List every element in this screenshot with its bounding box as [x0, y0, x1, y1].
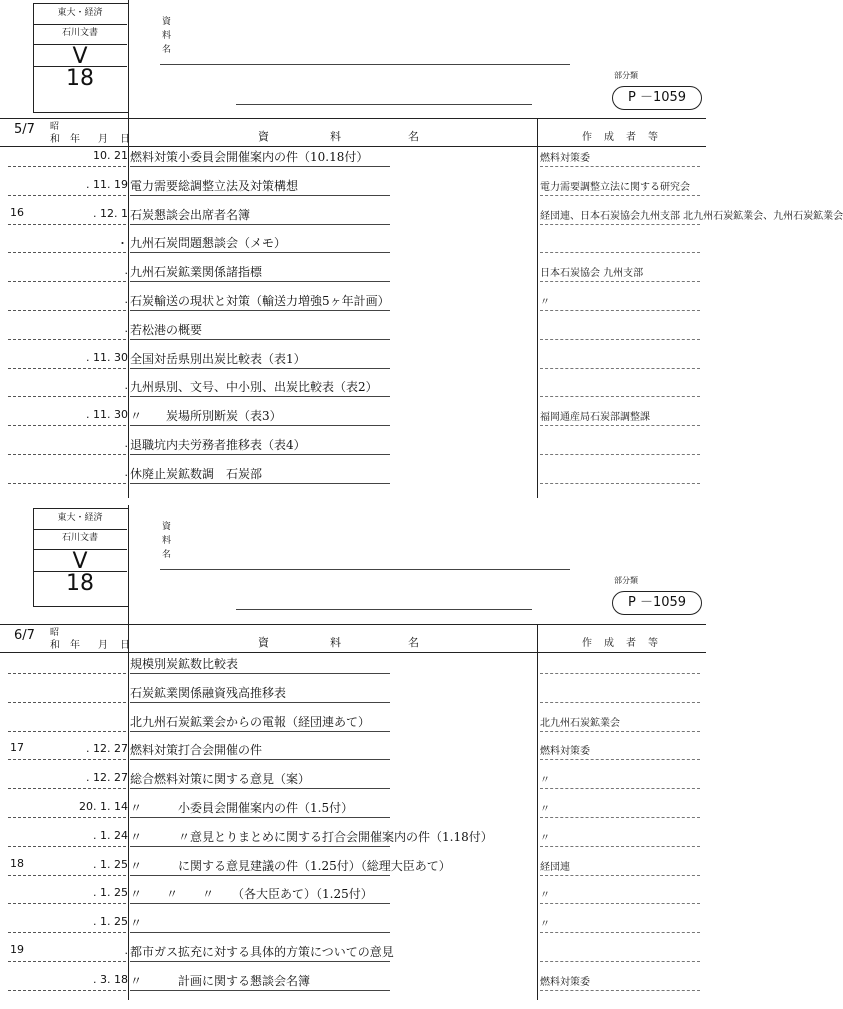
column-line [537, 624, 538, 1000]
row-date-line [8, 731, 126, 732]
row-date: . 11. 30 [86, 408, 128, 422]
row-title: 〃 に関する意見建議の件（1.25付）（総理大臣あて） [130, 858, 451, 873]
row-title: 〃 炭場所別断炭（表3） [130, 409, 282, 424]
row-title: 燃料対策小委員会開催案内の件（10.18付） [130, 150, 369, 164]
month-label: 月 [98, 640, 108, 651]
row-side-number: 16 [10, 205, 24, 219]
category-label: 部分類 [614, 576, 638, 585]
row-date: . 1. 24 [93, 828, 128, 842]
stamp-divider [33, 66, 127, 67]
stamp-number: 18 [66, 571, 94, 596]
row-title-underline [130, 368, 390, 369]
row-title: 〃 計画に関する懇談会名簿 [130, 973, 311, 988]
row-author: 電力需要調整立法に関する研究会 [540, 181, 690, 193]
stamp-line2: 石川文書 [61, 28, 98, 38]
row-author-line [540, 454, 700, 455]
era-label: 昭 [50, 122, 60, 132]
row-date: . 3. 18 [93, 972, 128, 986]
row-title-underline [130, 339, 390, 340]
material-label-char: 名 [162, 550, 172, 560]
row-date-line [8, 702, 126, 703]
row-author: 〃 [540, 297, 550, 308]
row-date: . [124, 944, 128, 957]
stamp-volume: V [72, 44, 88, 69]
stamp-volume: V [72, 549, 88, 574]
row-author: 燃料対策委 [540, 153, 590, 164]
row-date: . 11. 30 [86, 350, 128, 364]
category-label: 部分類 [614, 71, 638, 80]
row-author: 〃 [540, 804, 550, 815]
row-date: . 1. 25 [93, 857, 128, 871]
row-date-line [8, 990, 126, 991]
frame-line [128, 505, 129, 624]
row-date-line [8, 425, 126, 426]
header-bottom-line [0, 652, 706, 653]
row-author-line [540, 339, 700, 340]
row-author-line [540, 425, 700, 426]
row-author-line [540, 310, 700, 311]
row-title: 石炭輸送の現状と対策（輸送力増強5ヶ年計画） [130, 294, 390, 308]
row-author-line [540, 731, 700, 732]
row-title-underline [130, 788, 390, 789]
row-title-underline [130, 903, 390, 904]
column-author-char: 成 [604, 132, 614, 143]
doc-number-badge: P －1059 [612, 591, 702, 615]
row-title: 九州県別、文号、中小別、出炭比較表（表2） [130, 380, 378, 395]
column-author-char: 等 [648, 638, 658, 649]
row-title-underline [130, 281, 390, 282]
column-title-char: 資 [258, 130, 269, 143]
row-title-underline [130, 425, 390, 426]
column-author-char: 者 [626, 132, 636, 143]
column-title-char: 料 [330, 636, 341, 649]
year-label: 年 [70, 640, 80, 651]
row-date: 10. 21 [93, 149, 128, 162]
row-title-underline [130, 932, 390, 933]
stamp-line1: 東大・経済 [57, 8, 103, 18]
row-date-line [8, 961, 126, 962]
row-author: 〃 [540, 832, 550, 844]
row-date-line [8, 224, 126, 225]
row-author-line [540, 846, 700, 847]
row-author-line [540, 932, 700, 933]
row-author: 経団連、日本石炭協会九州支部 北九州石炭鉱業会、九州石炭鉱業会 [540, 210, 843, 222]
row-date: 20. 1. 14 [79, 800, 128, 813]
row-author-line [540, 759, 700, 760]
row-date-line [8, 673, 126, 674]
row-title-underline [130, 224, 390, 225]
row-author-line [540, 673, 700, 674]
row-date: . [124, 465, 128, 479]
row-title: 〃 〃意見とりまとめに関する打合会開催案内の件（1.18付） [130, 829, 493, 844]
row-title-underline [130, 454, 390, 455]
month-label: 月 [98, 134, 108, 145]
row-author-line [540, 252, 700, 253]
column-title-char: 料 [330, 130, 341, 143]
row-title: 規模別炭鉱数比較表 [130, 657, 239, 671]
era-label: 昭 [50, 628, 60, 638]
row-date: . [124, 437, 128, 450]
material-label-char: 資 [162, 522, 172, 532]
row-author-line [540, 396, 700, 397]
row-author-line [540, 195, 700, 196]
row-title: 若松港の概要 [130, 322, 203, 337]
row-side-number: 19 [10, 943, 24, 956]
stamp-divider [33, 571, 127, 572]
row-author-line [540, 368, 700, 369]
row-title: 休廃止炭鉱数調 石炭部 [130, 466, 263, 481]
material-name-line [160, 569, 570, 570]
row-date-line [8, 396, 126, 397]
row-date: . [124, 264, 128, 278]
row-date-line [8, 368, 126, 369]
row-title-underline [130, 252, 390, 253]
section-mark: 6/7 [14, 628, 35, 643]
row-date: . [124, 379, 128, 393]
stamp-line1: 東大・経済 [57, 513, 103, 523]
row-title-underline [130, 166, 390, 167]
doc-number-badge: P －1059 [612, 86, 702, 110]
row-title: 北九州石炭鉱業会からの電報（経団連あて） [130, 714, 371, 729]
row-side-number: 17 [10, 741, 24, 755]
row-title: 都市ガス拡充に対する具体的方策についての意見 [130, 945, 394, 959]
row-title: 退職坑内夫労務者推移表（表4） [130, 438, 306, 452]
row-title: 石炭鉱業関係融資残高推移表 [130, 685, 287, 700]
row-title: 全国対岳県別出炭比較表（表1） [130, 351, 306, 366]
row-title: 〃 〃 〃 （各大臣あて）（1.25付） [130, 887, 373, 902]
row-author: 日本石炭協会 九州支部 [540, 268, 644, 280]
row-title-underline [130, 396, 390, 397]
row-date-line [8, 195, 126, 196]
row-author: 福岡通産局石炭部調整課 [540, 412, 650, 424]
column-title-char: 名 [408, 636, 419, 649]
row-date-line [8, 454, 126, 455]
row-author: 〃 [540, 775, 550, 787]
row-date: . 12. 27 [86, 771, 128, 785]
row-title-underline [130, 875, 390, 876]
row-title: 燃料対策打合会開催の件 [130, 743, 263, 758]
row-author: 燃料対策委 [540, 976, 590, 988]
row-date-line [8, 788, 126, 789]
row-title: 石炭懇談会出席者名簿 [130, 207, 251, 222]
stamp-divider [33, 24, 127, 25]
header-top-line [0, 624, 706, 625]
row-author: 〃 [540, 919, 550, 931]
row-title-underline [130, 310, 390, 311]
row-side-number: 18 [10, 856, 24, 870]
column-title-char: 名 [408, 130, 419, 143]
row-title: 九州石炭問題懇談会（メモ） [130, 236, 287, 251]
day-label: 日 [120, 134, 130, 145]
row-author-line [540, 483, 700, 484]
column-author-char: 者 [626, 638, 636, 649]
row-title: 総合燃料対策に関する意見（案） [130, 772, 311, 787]
row-author-line [540, 166, 700, 167]
row-author: 燃料対策委 [540, 746, 590, 758]
row-date: . 11. 19 [86, 177, 128, 191]
row-title-underline [130, 673, 390, 674]
row-date-line [8, 875, 126, 876]
row-date: . 1. 25 [93, 915, 128, 929]
stamp-line2: 石川文書 [61, 533, 98, 543]
row-date-line [8, 903, 126, 904]
row-author-line [540, 990, 700, 991]
row-date-line [8, 166, 126, 167]
row-date-line [8, 759, 126, 760]
row-title-underline [130, 990, 390, 991]
row-title-underline [130, 846, 390, 847]
row-author: 〃 [540, 890, 550, 902]
column-line [537, 118, 538, 498]
row-title: 〃 [130, 916, 143, 931]
row-date: ・ [117, 237, 128, 251]
row-author: 経団連 [540, 861, 570, 873]
column-author-char: 作 [582, 638, 592, 649]
row-date-line [8, 339, 126, 340]
stamp-number: 18 [66, 66, 94, 91]
column-author-char: 成 [604, 638, 614, 649]
row-date: . [124, 321, 128, 335]
row-title-underline [130, 817, 390, 818]
row-title: 九州石炭鉱業関係諸指標 [130, 265, 263, 280]
row-title-underline [130, 702, 390, 703]
year-label: 年 [70, 134, 80, 145]
row-title-underline [130, 195, 390, 196]
row-title-underline [130, 759, 390, 760]
material-label-char: 資 [162, 17, 172, 27]
row-date-line [8, 310, 126, 311]
era-wa: 和 [50, 640, 60, 651]
row-author-line [540, 817, 700, 818]
row-author-line [540, 702, 700, 703]
row-date-line [8, 252, 126, 253]
row-author-line [540, 875, 700, 876]
row-date: . [124, 293, 128, 306]
material-name-line [236, 104, 532, 105]
column-author-char: 等 [648, 132, 658, 143]
header-bottom-line [0, 146, 706, 147]
row-date-line [8, 846, 126, 847]
row-title: 電力需要総調整立法及対策構想 [130, 178, 299, 193]
row-date: . 12. 27 [86, 742, 128, 756]
frame-line [128, 0, 129, 118]
row-author-line [540, 788, 700, 789]
column-author-char: 作 [582, 132, 592, 143]
row-title-underline [130, 961, 390, 962]
material-label-char: 名 [162, 45, 172, 55]
header-top-line [0, 118, 706, 119]
stamp-divider [33, 529, 127, 530]
material-label-char: 料 [162, 31, 172, 41]
material-label-char: 料 [162, 536, 172, 546]
column-title-char: 資 [258, 636, 269, 649]
row-title-underline [130, 483, 390, 484]
era-wa: 和 [50, 134, 60, 145]
material-name-line [236, 609, 532, 610]
row-author-line [540, 903, 700, 904]
row-date-line [8, 932, 126, 933]
row-date-line [8, 817, 126, 818]
row-author-line [540, 281, 700, 282]
row-title-underline [130, 731, 390, 732]
column-line [128, 118, 129, 498]
row-date: . 1. 25 [93, 886, 128, 900]
column-line [128, 624, 129, 1000]
row-author-line [540, 224, 700, 225]
day-label: 日 [120, 640, 130, 651]
row-title: 〃 小委員会開催案内の件（1.5付） [130, 801, 354, 815]
row-author-line [540, 961, 700, 962]
row-date-line [8, 483, 126, 484]
section-mark: 5/7 [14, 122, 35, 137]
row-date-line [8, 281, 126, 282]
row-author: 北九州石炭鉱業会 [540, 717, 620, 729]
material-name-line [160, 64, 570, 65]
row-date: . 12. 1 [93, 206, 128, 220]
